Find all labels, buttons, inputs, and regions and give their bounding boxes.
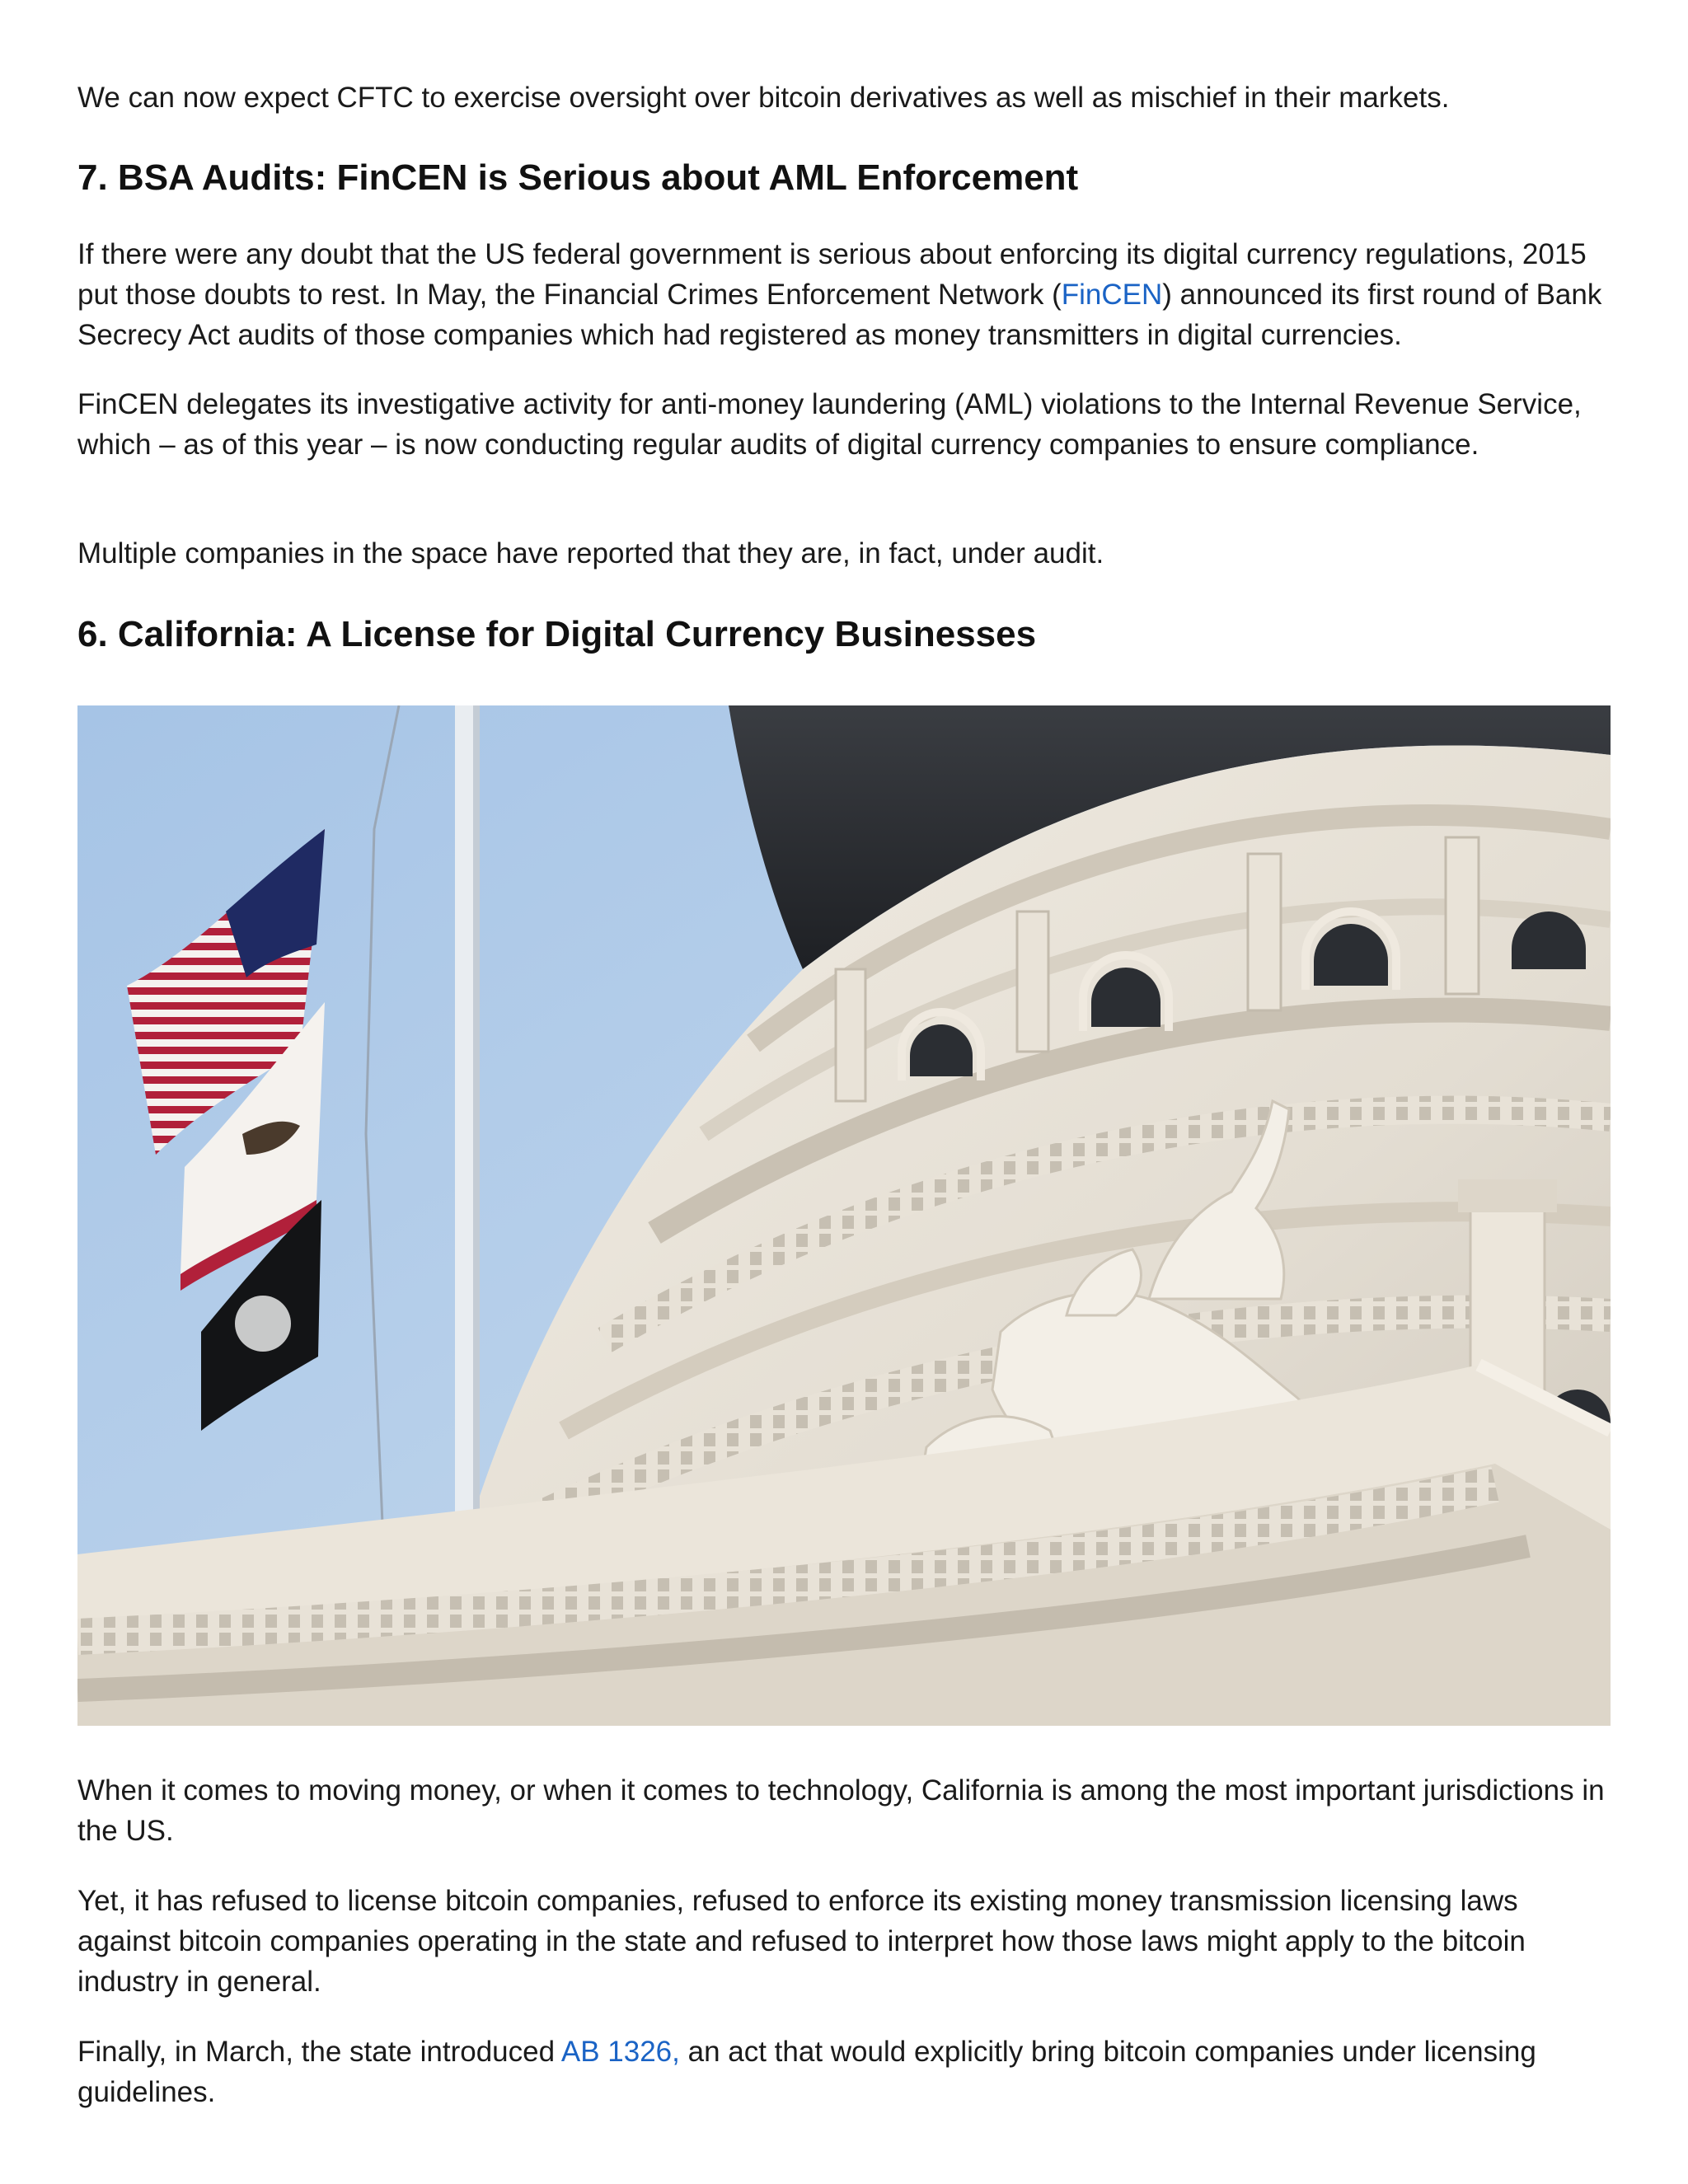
section-7-paragraph-2: FinCEN delegates its investigative activity for anti-money laundering (AML) violations to the Internal Revenue Service, which – as of this year – is now conducting regular audits of digital currency companies to ensure compliance. xyxy=(77,388,1582,461)
section-7-paragraph-3: Multiple companies in the space have reported that they are, in fact, under audit. xyxy=(77,537,1104,569)
paragraph-text: an act that would explicitly bring bitcoin companies under licensing guidelines. xyxy=(77,2036,1536,2108)
section-7-heading: 7. BSA Audits: FinCEN is Serious about AML Enforcement xyxy=(77,157,1079,198)
ab-1326-link[interactable]: AB 1326, xyxy=(560,2036,680,2068)
capitol-dome-photo xyxy=(77,705,1611,1726)
section-6-heading: 6. California: A License for Digital Currency Businesses xyxy=(77,614,1037,654)
paragraph-text: ) announced its first round of Bank Secrecy Act audits of those companies which had registered as money transmitters in digital currencies. xyxy=(77,279,1602,351)
section-6-paragraph-2: Yet, it has refused to license bitcoin companies, refused to enforce its existing money transmission licensing laws against bitcoin companies operating in the state and refused to interpret how those laws might apply to the bitcoin industry in general. xyxy=(77,1885,1526,1998)
section-6-paragraph-3 xyxy=(77,2032,1611,2112)
paragraph-text: If there were any doubt that the US federal government is serious about enforcing its digital currency regulations, 2015 put those doubts to rest. In May, the Financial Crimes Enforcement Network ( xyxy=(77,238,1587,311)
intro-paragraph: We can now expect CFTC to exercise oversight over bitcoin derivatives as well as mischief in their markets. xyxy=(77,82,1450,114)
section-6-paragraph-1: When it comes to moving money, or when it comes to technology, California is among the most important jurisdictions in the US. xyxy=(77,1774,1605,1847)
fincen-link[interactable]: FinCEN xyxy=(1061,279,1163,311)
section-7-paragraph-1 xyxy=(77,234,1611,355)
paragraph-text: Finally, in March, the state introduced xyxy=(77,2036,561,2068)
capitol-dome-photo-icon xyxy=(77,705,1611,1726)
